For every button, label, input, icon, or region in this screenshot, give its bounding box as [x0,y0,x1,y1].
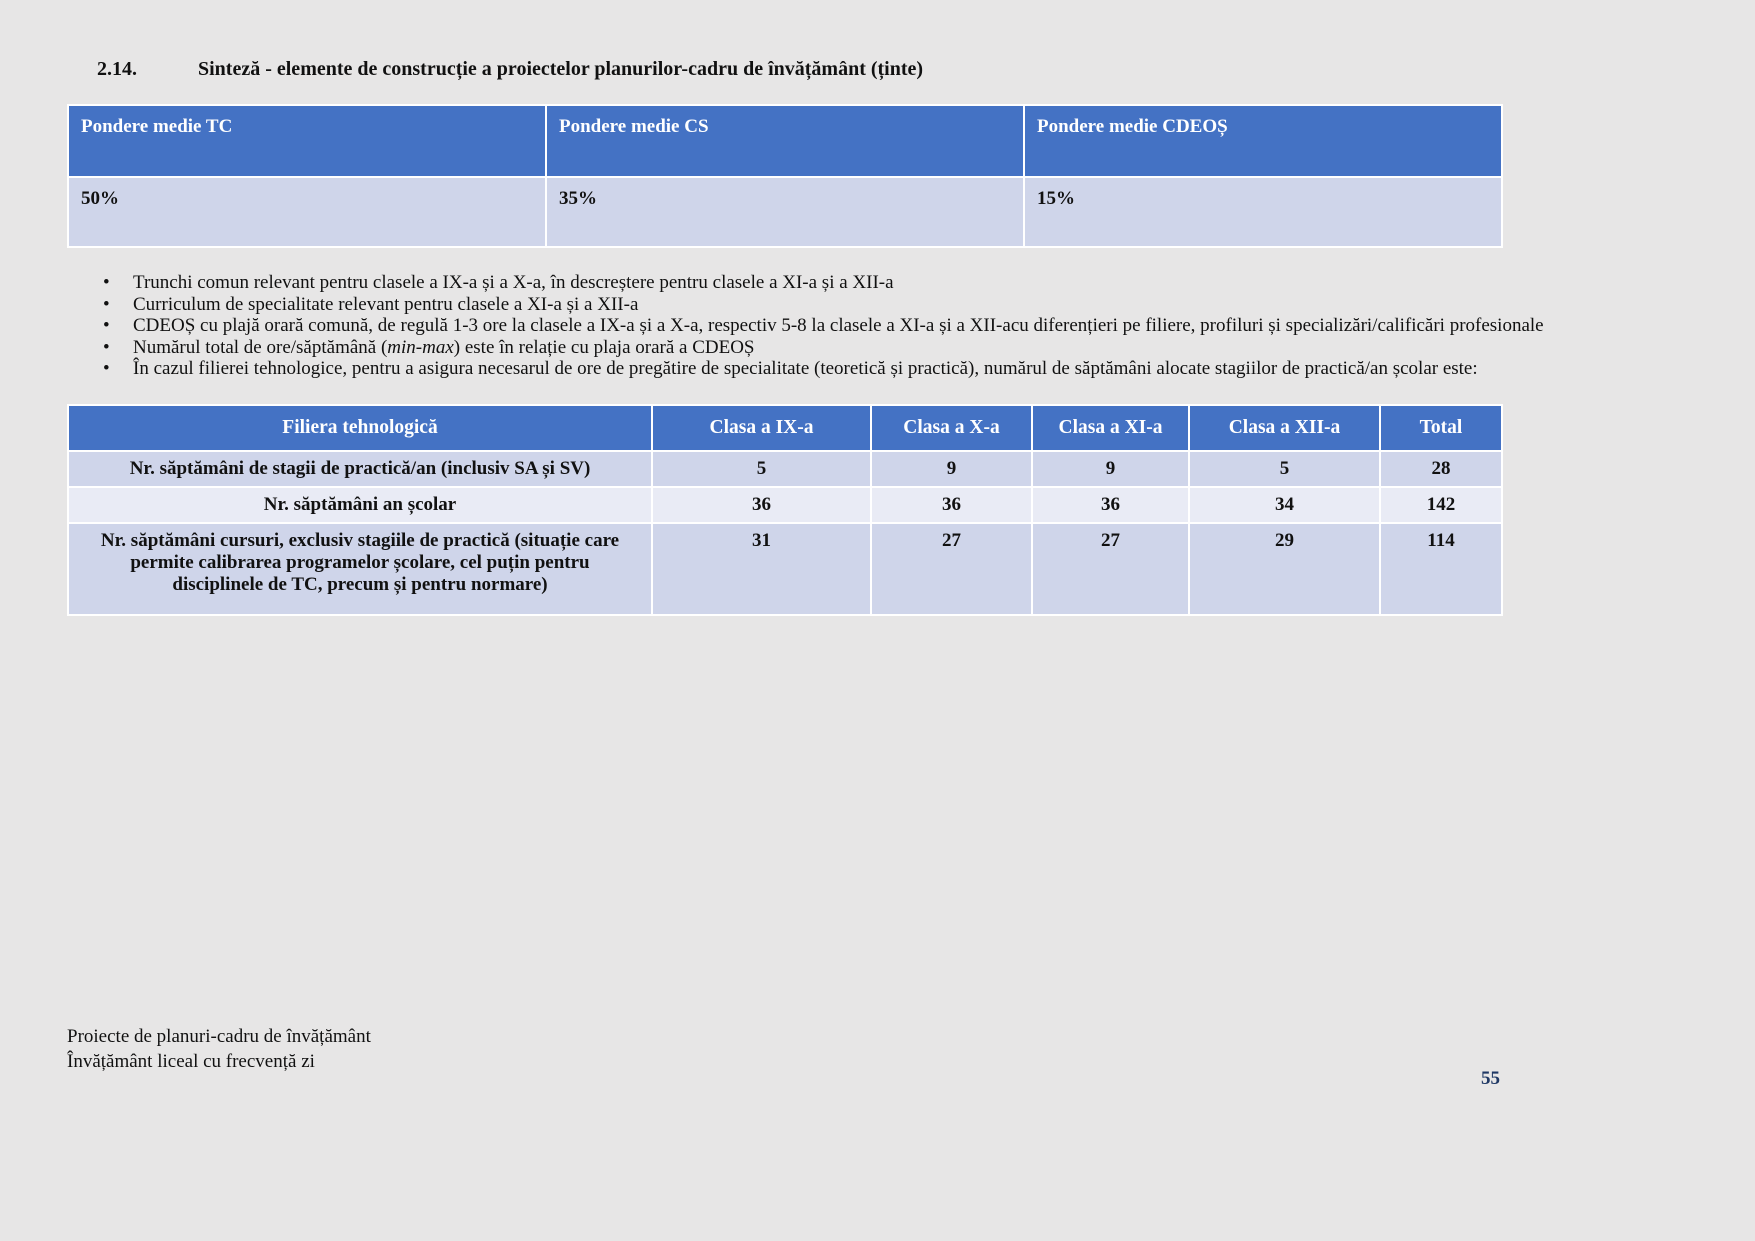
table-cell: 34 [1189,487,1380,523]
table-cell: 31 [652,523,871,615]
table-cell: 27 [871,523,1032,615]
bullet-text: Curriculum de specialitate relevant pentru clasele a XI-a și a XII-a [133,293,639,315]
table-header-row [68,105,1502,177]
table-row [68,177,1502,247]
column-header-cs: Pondere medie CS [546,105,1024,177]
list-item [97,272,1577,294]
filiera-tehnologica-table [67,404,1503,616]
list-item [97,358,1577,380]
page-number: 55 [1481,1068,1500,1089]
section-number: 2.14. [97,58,137,80]
table-cell: 9 [871,451,1032,487]
bullet-text: Trunchi comun relevant pentru clasele a IX-a și a X-a, în descreștere pentru clasele a XI-a și a XII-a [133,272,894,293]
bullet-text-italic: min-max [387,336,454,358]
table-cell: 36 [871,487,1032,523]
table-row [68,451,1502,487]
table-cell: 29 [1189,523,1380,615]
table-row [68,487,1502,523]
row-label: Nr. săptămâni cursuri, exclusiv stagiile de practică (situație care permite calibrarea programelor școlare, cel puțin pentru disciplinele de TC, precum și pentru normare) [68,523,652,615]
table-cell: 142 [1380,487,1502,523]
column-header-clasa-xi: Clasa a XI-a [1032,405,1189,451]
list-item [97,315,1577,337]
bullet-text: CDEOȘ cu plajă orară comună, de regulă 1-3 ore la clasele a IX-a și a X-a, respectiv 5-8 la clasele a XI-a și a XII-acu diferențieri pe filiere, profiluri și specializări/calificări profesionale [133,315,1544,336]
table-row [68,523,1502,615]
column-header-total: Total [1380,405,1502,451]
table-cell: 9 [1032,451,1189,487]
bullet-text-post: ) este în relație cu plaja orară a CDEOȘ [453,336,755,358]
row-label: Nr. săptămâni de stagii de practică/an (inclusiv SA și SV) [68,451,652,487]
table-cell: 27 [1032,523,1189,615]
title-text: Sinteză - elemente de construcție a proiectelor planurilor-cadru de învățământ (ținte) [198,58,924,80]
table-cell: 28 [1380,451,1502,487]
list-item [97,337,1577,359]
row-label: Nr. săptămâni an școlar [68,487,652,523]
bullet-list [97,272,1577,380]
pondere-medie-table [67,104,1503,248]
table-cell-cdeos-value: 15% [1024,177,1502,247]
page-title [97,58,923,81]
footer [67,1024,371,1074]
table-header-row [68,405,1502,451]
column-header-cdeos: Pondere medie CDEOȘ [1024,105,1502,177]
bullet-text-pre: Numărul total de ore/săptămână ( [133,336,388,358]
column-header-clasa-xii: Clasa a XII-a [1189,405,1380,451]
column-header-clasa-ix: Clasa a IX-a [652,405,871,451]
footer-line-1: Proiecte de planuri-cadru de învățământ [67,1026,371,1047]
table-cell-cs-value: 35% [546,177,1024,247]
table-cell: 5 [1189,451,1380,487]
table-cell: 36 [652,487,871,523]
column-header-tc: Pondere medie TC [68,105,546,177]
table-cell: 5 [652,451,871,487]
table-cell: 36 [1032,487,1189,523]
bullet-text: În cazul filierei tehnologice, pentru a asigura necesarul de ore de pregătire de specialitate (teoretică și practică), numărul de săptămâni alocate stagiilor de practică/an școlar este: [133,358,1478,379]
column-header-clasa-x: Clasa a X-a [871,405,1032,451]
column-header-filiera: Filiera tehnologică [68,405,652,451]
table-cell-tc-value: 50% [68,177,546,247]
footer-line-2: Învățământ liceal cu frecvență zi [67,1051,315,1072]
table-cell: 114 [1380,523,1502,615]
list-item [97,294,1577,316]
